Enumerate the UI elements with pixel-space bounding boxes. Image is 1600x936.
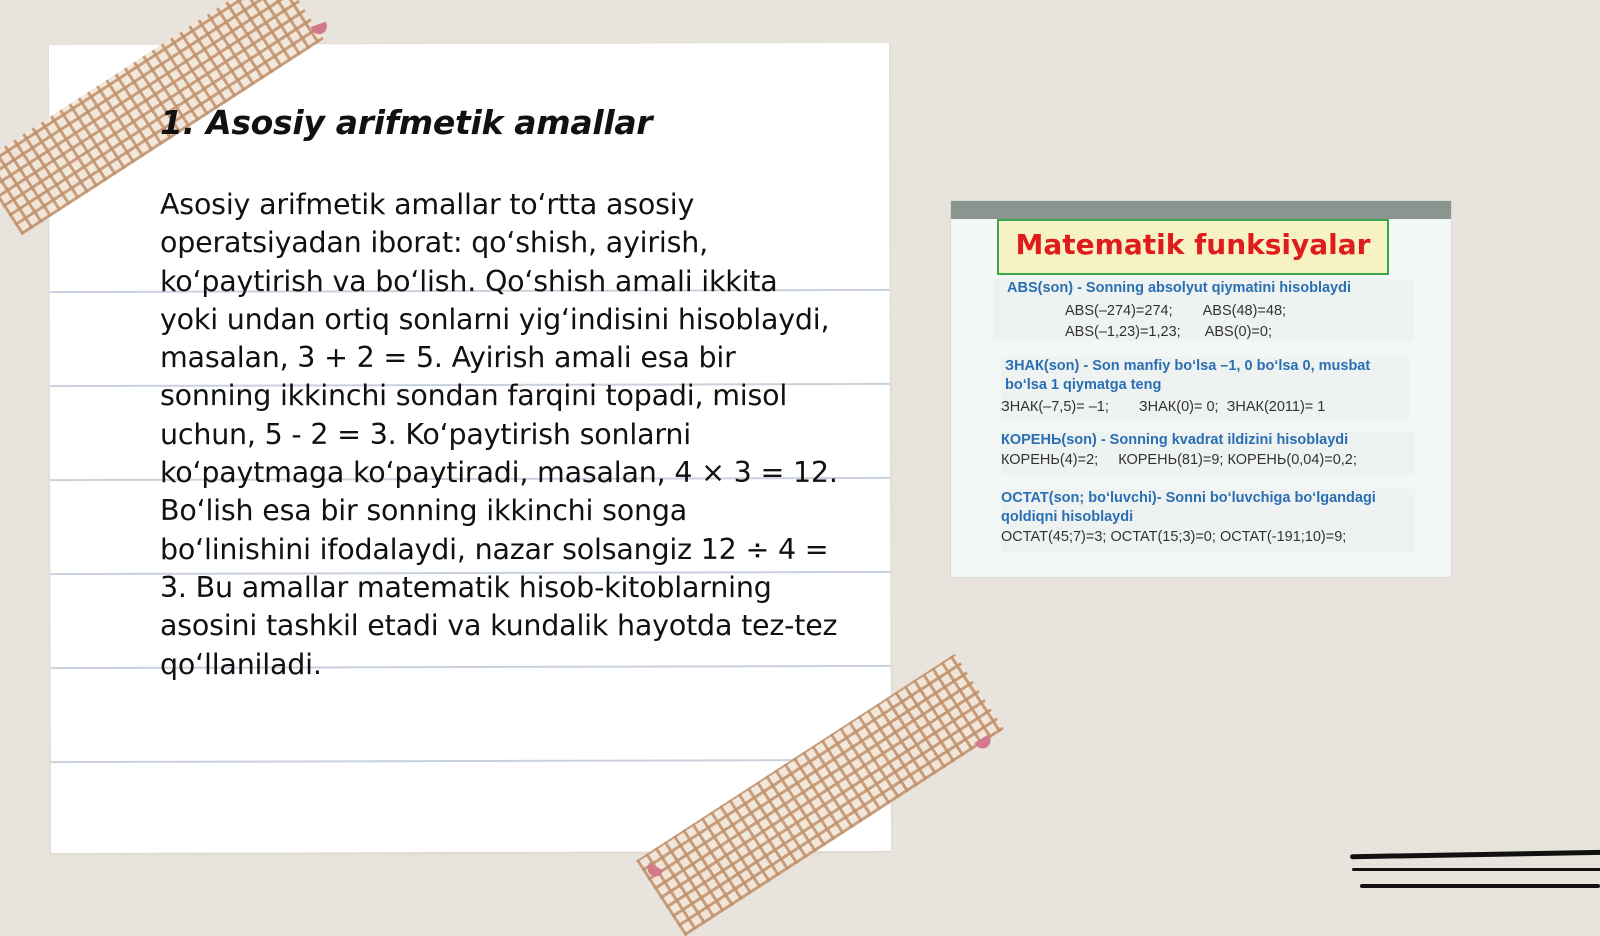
ink-stroke xyxy=(1352,868,1600,871)
function-item-koren xyxy=(1001,431,1415,475)
ink-stroke xyxy=(1350,850,1600,860)
example-text: OCTAT(45;7)=3; xyxy=(1001,529,1107,545)
example-text: КОРЕНЬ(0,04)=0,2; xyxy=(1227,452,1357,468)
example-text: ЗНАК(–7,5)= –1; xyxy=(1001,399,1109,415)
function-item-abs xyxy=(993,279,1413,341)
ink-stroke xyxy=(1360,884,1600,888)
card-title: Matematik funksiyalar xyxy=(1015,228,1371,261)
example-text: ЗНАК(2011)= 1 xyxy=(1226,399,1326,415)
example-text: ЗНАК(0)= 0; xyxy=(1138,399,1219,415)
example-text: OCTAT(15;3)=0; xyxy=(1110,529,1216,545)
function-item-octat xyxy=(1001,489,1415,553)
function-examples xyxy=(1001,397,1409,418)
example-text: ABS(–1,23)=1,23; xyxy=(1065,324,1181,340)
function-examples xyxy=(993,322,1413,343)
function-title: КОРЕНЬ(son) - Sonning kvadrat ildizini hisoblaydi xyxy=(1001,432,1349,448)
function-title: OCTAT(son; bo‘luvchi)- Sonni bo‘luvchiga bo‘lgandagi qoldiqni hisoblaydi xyxy=(1001,490,1376,525)
card-top-bar xyxy=(951,201,1451,219)
example-text: ABS(0)=0; xyxy=(1204,324,1272,340)
paper-rule xyxy=(51,759,891,763)
functions-image-card xyxy=(950,200,1452,578)
example-text: ABS(48)=48; xyxy=(1202,303,1287,319)
slide-title: 1. Asosiy arifmetik amallar xyxy=(160,103,653,142)
example-text: КОРЕНЬ(81)=9; xyxy=(1118,452,1224,468)
function-item-znak xyxy=(1001,357,1409,421)
slide-body-text: Asosiy arifmetik amallar to‘rtta asosiy operatsiyadan iborat: qo‘shish, ayirish, ko‘paytirish va bo‘lish. Qo‘shish amali ikkita yoki undan ortiq sonlarni yig‘indisini hisoblaydi, masalan, 3 + 2 = 5. Ayirish amali esa bir sonning ikkinchi sondan farqini topadi, misol uchun, 5 - 2 = 3. Ko‘paytirish sonlarni ko‘paytmaga ko‘paytiradi, masalan, 4 × 3 = 12. Bo‘lish esa bir sonning ikkinchi songa bo‘linishini ifodalaydi, nazar solsangiz 12 ÷ 4 = 3. Bu amallar matematik hisob-kitoblarning asosini tashkil etadi va kundalik hayotda tez-tez qo‘llaniladi. xyxy=(160,188,838,681)
function-title: ЗНАК(son) - Son manfiy bo‘lsa –1, 0 bo‘lsa 0, musbat bo‘lsa 1 qiymatga teng xyxy=(1005,358,1371,393)
example-text: КОРЕНЬ(4)=2; xyxy=(1001,452,1099,468)
function-examples xyxy=(1001,450,1415,471)
function-title: ABS(son) - Sonning absolyut qiymatini hisoblaydi xyxy=(1007,280,1351,296)
example-text: ABS(–274)=274; xyxy=(1065,303,1173,319)
card-title-box xyxy=(997,219,1389,275)
function-examples xyxy=(993,301,1413,322)
function-examples xyxy=(1001,527,1415,548)
example-text: OCTAT(-191;10)=9; xyxy=(1219,529,1347,545)
